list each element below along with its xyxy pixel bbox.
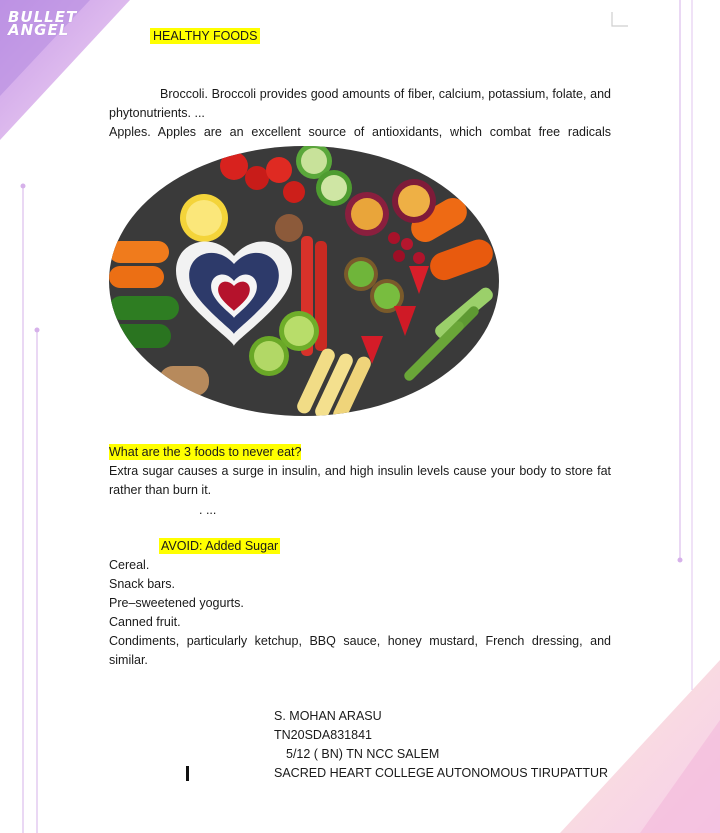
text-cursor[interactable] — [186, 766, 189, 781]
page-title: HEALTHY FOODS — [150, 29, 260, 43]
signature-college: SACRED HEART COLLEGE AUTONOMOUS TIRUPATTUR — [274, 766, 609, 780]
logo-line-2: ANGEL — [8, 21, 70, 39]
avoid-heading: AVOID: Added Sugar — [161, 539, 279, 553]
signature-name: S. MOHAN ARASU — [274, 709, 382, 723]
question-heading: What are the 3 foods to never eat? — [109, 445, 302, 459]
bullet-angel-logo — [8, 8, 78, 39]
list-item: Snack bars. — [109, 577, 176, 591]
question-answer: Extra sugar causes a surge in insulin, and high insulin levels cause your body to store fat rather than burn it. — [109, 464, 611, 497]
list-item: Pre–sweetened yogurts. — [109, 596, 244, 610]
broccoli-paragraph: Broccoli. Broccoli provides good amounts of fiber, calcium, potassium, folate, and phytonutrients. ... — [109, 87, 611, 120]
apples-paragraph: Apples. Apples are an excellent source of antioxidants, which combat free radicals — [109, 125, 611, 139]
list-item: Condiments, particularly ketchup, BBQ sauce, honey mustard, French dressing, and similar. — [109, 634, 611, 667]
signature-unit: 5/12 ( BN) TN NCC SALEM — [286, 747, 440, 761]
list-item: Canned fruit. — [109, 615, 181, 629]
logo-line-1: BULLET — [8, 8, 78, 26]
list-item: Cereal. — [109, 558, 150, 572]
ellipsis-text: . ... — [199, 503, 217, 517]
healthy-food-image — [109, 146, 499, 416]
signature-id: TN20SDA831841 — [274, 728, 372, 742]
